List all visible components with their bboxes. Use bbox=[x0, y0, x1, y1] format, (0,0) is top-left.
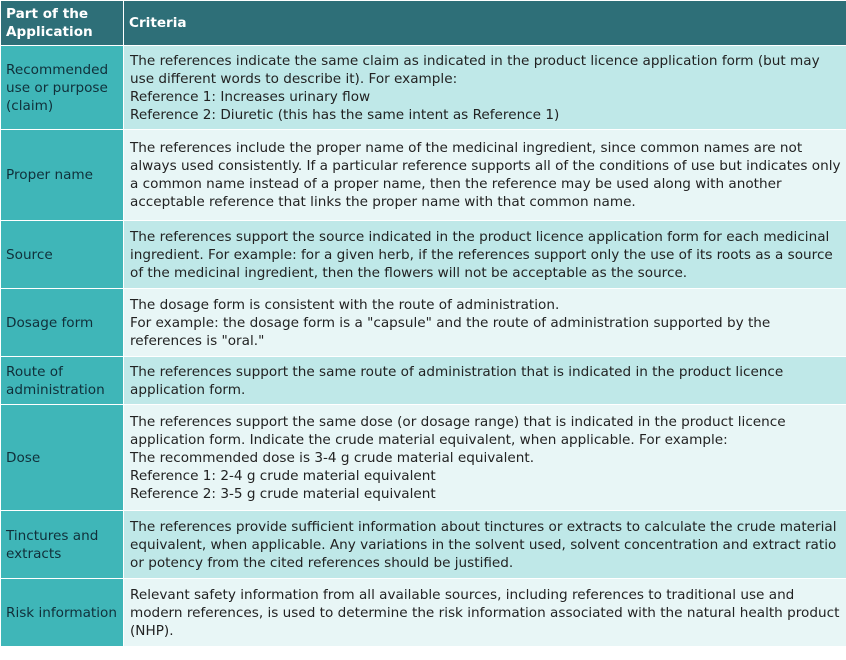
row-criteria bbox=[124, 579, 846, 647]
row-criteria bbox=[124, 130, 846, 221]
table-row bbox=[1, 130, 846, 221]
table-row bbox=[1, 405, 846, 511]
criteria-line: Reference 2: Diuretic (this has the same intent as Reference 1) bbox=[130, 106, 560, 123]
table-row bbox=[1, 579, 846, 647]
criteria-line: Reference 2: 3-5 g crude material equivalent bbox=[130, 485, 436, 502]
criteria-line: For example: the dosage form is a "capsule" and the route of administration supported by the references is "oral." bbox=[130, 314, 771, 349]
row-part: Route of administration bbox=[1, 357, 124, 405]
header-row bbox=[1, 1, 846, 46]
header-criteria: Criteria bbox=[124, 1, 846, 46]
criteria-line: The references support the same route of administration that is indicated in the product licence application form. bbox=[130, 363, 784, 398]
row-part: Recommended use or purpose (claim) bbox=[1, 46, 124, 130]
criteria-line: Reference 1: 2-4 g crude material equivalent bbox=[130, 467, 436, 484]
table-row bbox=[1, 289, 846, 357]
header-part: Part of the Application bbox=[1, 1, 124, 46]
row-part: Tinctures and extracts bbox=[1, 511, 124, 579]
table-row bbox=[1, 46, 846, 130]
criteria-line: The references provide sufficient information about tinctures or extracts to calculate the crude material equivalent, when applicable. Any variations in the solvent used, solvent concentration and extract ratio or potency from the cited references should be justified. bbox=[130, 518, 837, 571]
row-criteria bbox=[124, 511, 846, 579]
criteria-line: The recommended dose is 3-4 g crude material equivalent. bbox=[130, 449, 535, 466]
row-criteria bbox=[124, 221, 846, 289]
criteria-line: The references include the proper name of the medicinal ingredient, since common names are not always used consistently. If a particular reference supports all of the conditions of use but indicates only a common name instead of a proper name, then the reference may be used along with another acceptable reference that links the proper name with that common name. bbox=[130, 140, 841, 210]
row-criteria bbox=[124, 289, 846, 357]
criteria-line: The dosage form is consistent with the route of administration. bbox=[130, 296, 560, 313]
criteria-line: The references support the source indicated in the product licence application form for each medicinal ingredient. For example: for a given herb, if the references support only the use of its roots as a source of the medicinal ingredient, then the flowers will not be acceptable as the source. bbox=[130, 228, 833, 281]
criteria-line: Relevant safety information from all available sources, including references to traditional use and modern references, is used to determine the risk information associated with the natural health product (NHP). bbox=[130, 586, 840, 639]
row-part: Dose bbox=[1, 405, 124, 511]
row-part: Risk information bbox=[1, 579, 124, 647]
criteria-line: The references support the same dose (or dosage range) that is indicated in the product licence application form. Indicate the crude material equivalent, when applicable. For example: bbox=[130, 413, 786, 448]
row-criteria bbox=[124, 46, 846, 130]
row-part: Proper name bbox=[1, 130, 124, 221]
criteria-line: The references indicate the same claim as indicated in the product licence application form (but may use different words to describe it). For example: bbox=[130, 52, 820, 87]
row-part: Dosage form bbox=[1, 289, 124, 357]
criteria-line: Reference 1: Increases urinary flow bbox=[130, 88, 371, 105]
table-row bbox=[1, 357, 846, 405]
table-row bbox=[1, 511, 846, 579]
row-criteria bbox=[124, 357, 846, 405]
row-criteria bbox=[124, 405, 846, 511]
table-row bbox=[1, 221, 846, 289]
row-part: Source bbox=[1, 221, 124, 289]
